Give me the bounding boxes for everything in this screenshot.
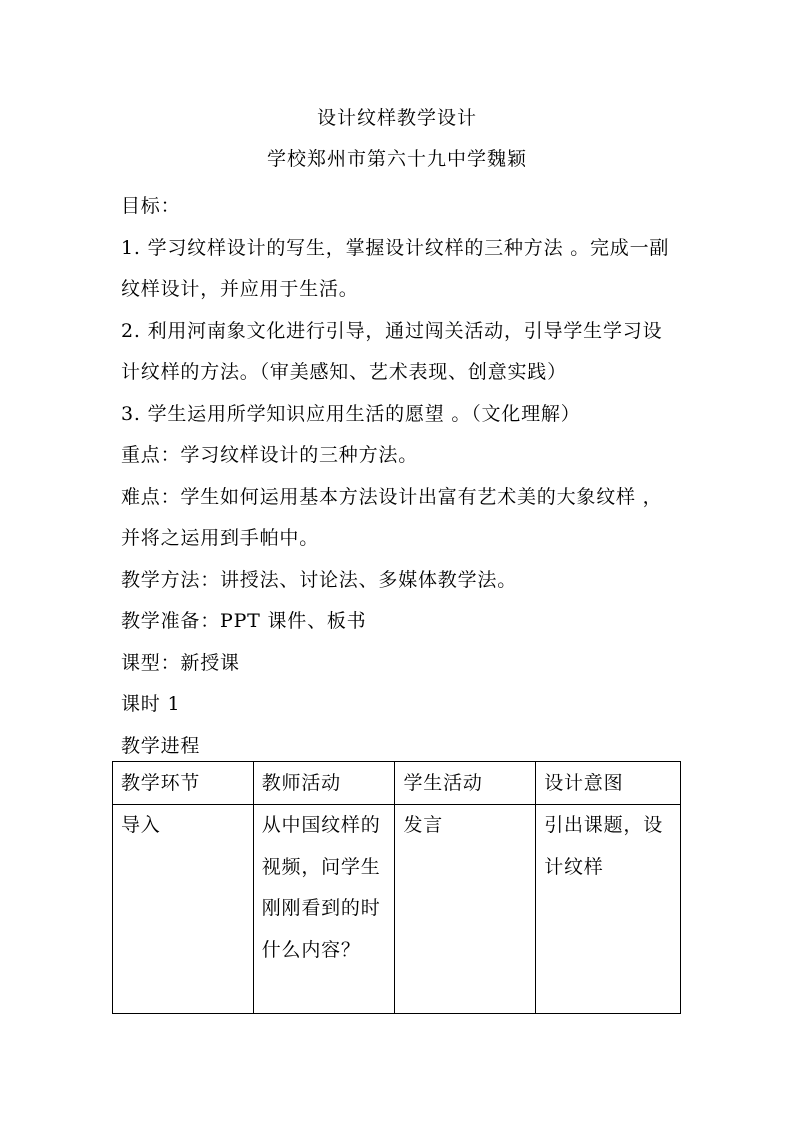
goal-1: 1. 学习纹样设计的写生，掌握设计纹样的三种方法 。完成一副纹样设计，并应用于生活。 [121,236,670,300]
lesson-hours: 课时 1 [121,693,181,715]
teaching-methods: 教学方法：讲授法、讨论法、多媒体教学法。 [121,568,518,591]
table-cell: 导入 [113,805,254,1014]
teaching-preparation: 教学准备：PPT 课件、板书 [121,610,367,632]
goal-2: 2. 利用河南象文化进行引导，通过闯关活动，引导学生学习设计纹样的方法。（审美感知、艺术表现、创意实践） [121,319,663,383]
table-cell: 从中国纹样的视频，问学生刚刚看到的时什么内容？ [253,805,395,1014]
table-header-cell: 设计意图 [536,762,681,805]
lesson-type: 课型：新授课 [121,651,240,674]
table-row [113,805,681,1014]
document-title: 设计纹样教学设计 [316,107,477,129]
goals-heading: 目标： [121,195,181,217]
table-cell: 引出课题，设计纹样 [536,805,681,1014]
table-header-cell: 教师活动 [253,762,395,805]
table-header-cell: 学生活动 [395,762,536,805]
table-header-row [113,762,681,805]
teaching-process-heading: 教学进程 [121,734,201,757]
table-header-cell: 教学环节 [113,762,254,805]
teaching-process-table [112,761,681,1014]
table-cell: 发言 [395,805,536,1014]
goal-3: 3. 学生运用所学知识应用生活的愿望 。（文化理解） [121,402,581,425]
document-subtitle: 学校郑州市第六十九中学魏颖 [266,148,527,170]
difficulty: 难点：学生如何运用基本方法设计出富有艺术美的大象纹样 ，并将之运用到手帕中。 [121,485,663,549]
key-point: 重点：学习纹样设计的三种方法。 [121,444,419,466]
document-body [121,186,681,767]
